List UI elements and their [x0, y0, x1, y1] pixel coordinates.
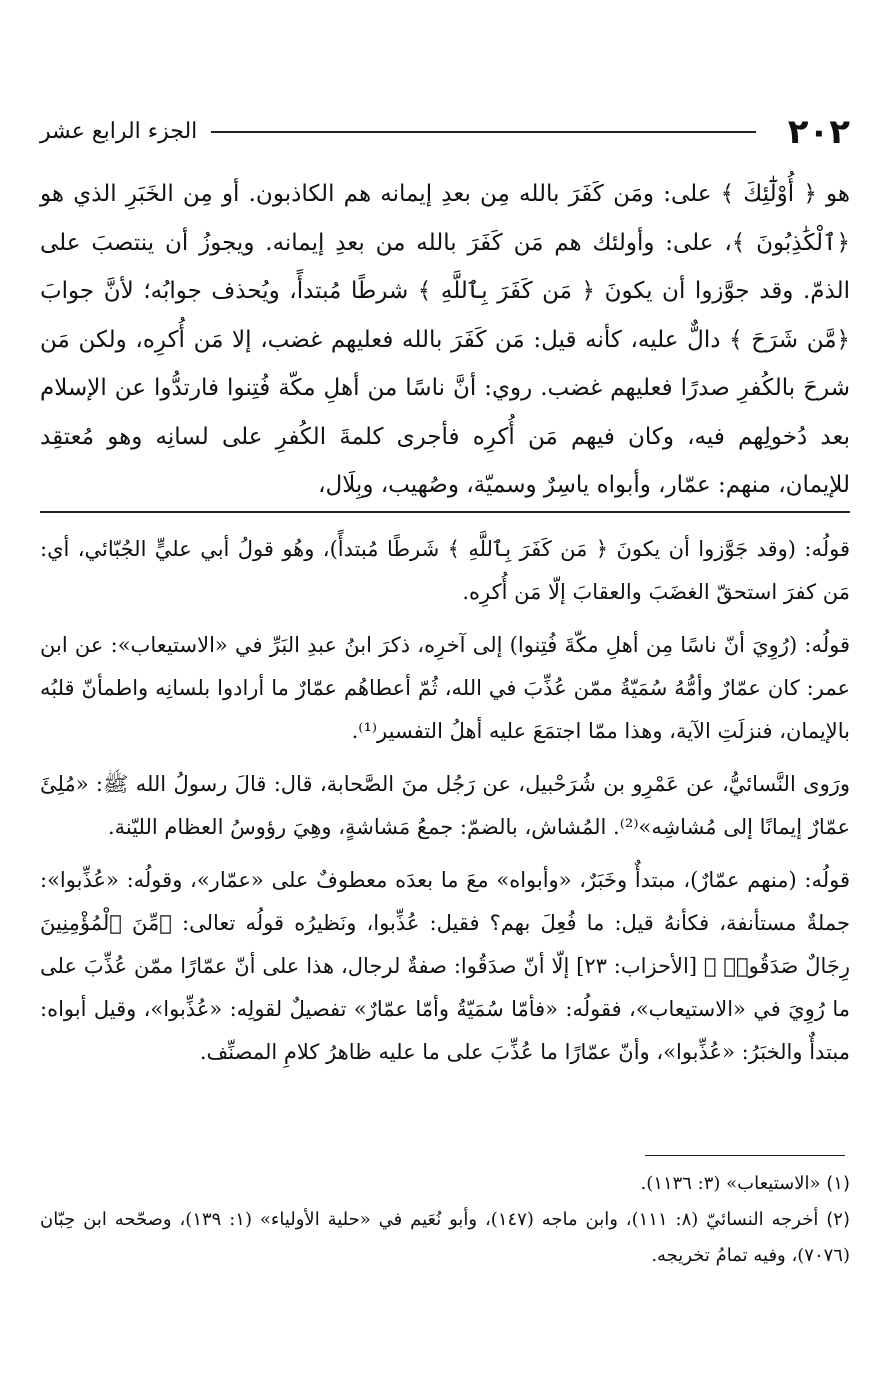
- header-rule: [211, 131, 755, 133]
- footnote-text: أخرجه النسائيّ (٨: ١١١)، وابن ماجه (١٤٧)، وأبو نُعَيم في «حلية الأولياء» (١: ١٣٩)، وصحّحه ابن حِبّان (٧٠٧٦)، وفيه تمامُ تخريجه.: [40, 1209, 850, 1266]
- main-text: [40, 170, 850, 510]
- commentary-paragraph: قولُه: (وقد جَوَّزوا أن يكونَ ﴿ مَن كَفَرَ بِٱللَّهِ ﴾ شَرطًا مُبتدأً)، وهُو قولُ أبي عليٍّ الجُبّائي، أي: مَن كفرَ استحقّ الغضَبَ والعقابَ إلّا مَن أُكرِه.: [40, 537, 850, 604]
- footnote: [40, 1202, 850, 1274]
- commentary-paragraph: قولُه: (منهم عمّارٌ)، مبتدأٌ وخَبَرٌ، «وأبواه» معَ ما بعدَه معطوفٌ على «عمّار»، وقولُه: «عُذِّبوا»: جملةٌ مستأنفة، فكأنهُ قيل: ما فُعِلَ بهم؟ فقيل: عُذِّبوا، ونَظيرُه قولُه تعالى: ﴿مِّنَ ٱلْمُؤْمِنِينَ رِجَالٌ صَدَقُوا۟ ﴾ [الأحزاب: ٢٣] إلّا أنّ صدَقُوا: صفةٌ لرجال، هذا على أنّ عمّارًا ممّن عُذِّبَ على ما رُوِيَ في «الاستيعاب»، فقولُه: «فأمّا سُمَيّةُ وأمّا عمّارٌ» تفصيلٌ لقولِه: «عُذِّبوا»، وقيل أبواه: مبتدأٌ والخبَرُ: «عُذِّبوا»، وأنّ عمّارًا ما عُذِّبَ على ما عليه ظاهرُ كلامِ المصنِّف.: [40, 868, 850, 1064]
- page-number: ٢٠٢: [787, 112, 850, 152]
- commentary-paragraph: ورَوى النَّسائيُّ، عن عَمْرِو بن شُرَحْبيل، عن رَجُل منَ الصَّحابة، قال: قالَ رسولُ الله ﷺ: «مُلِئَ عمّارٌ إيمانًا إلى مُشاشِه»⁽²⁾. المُشاش، بالضمّ: جمعُ مَشاشةٍ، وهِيَ رؤوسُ العظام الليّنة.: [40, 772, 850, 839]
- footnotes: [40, 1166, 850, 1274]
- text-commentary-separator: [40, 511, 850, 513]
- footnote-rule: [645, 1155, 845, 1156]
- footnote-number: (١): [826, 1173, 850, 1194]
- running-title: الجزء الرابع عشر: [40, 119, 198, 144]
- footnote-text: «الاستيعاب» (٣: ١١٣٦).: [640, 1173, 821, 1194]
- footnote-number: (٢): [826, 1209, 850, 1230]
- footnote: [40, 1166, 850, 1202]
- commentary-paragraph: قولُه: (رُوِيَ أنّ ناسًا مِن أهلِ مكّةَ فُتِنوا) إلى آخرِه، ذكرَ ابنُ عبدِ البَرِّ في «الاستيعاب»: عن ابن عمر: كان عمّارٌ وأمُّهُ سُمَيّةُ ممّن عُذِّبَ في الله، ثُمّ أعطاهُم عمّارٌ ما أرادوا بلسانِه واطمأنّ قلبُه بالإيمان، فنزلَتِ الآية، وهذا ممّا اجتمَعَ عليه أهلُ التفسير⁽¹⁾.: [40, 633, 850, 743]
- commentary: [40, 528, 850, 1084]
- page-header: [40, 110, 850, 154]
- main-paragraph: هو ﴿ أُوْلَٰٓئِكَ ﴾ على: ومَن كَفَرَ بالله مِن بعدِ إيمانه هم الكاذبون. أو مِن الخَبَرِ الذي هو ﴿ٱلْكَٰذِبُونَ ﴾، على: وأولئك هم مَن كَفَرَ بالله من بعدِ إيمانه. ويجوزُ أن ينتصبَ على الذمّ. وقد جوَّزوا أن يكونَ ﴿ مَن كَفَرَ بِٱللَّهِ ﴾ شرطًا مُبتدأً، ويُحذف جوابُه؛ لأنَّ جوابَ ﴿مَّن شَرَحَ ﴾ دالٌّ عليه، كأنه قيل: مَن كَفَرَ بالله فعليهم غضب، إلا مَن أُكرِه، ولكن مَن شرحَ بالكُفرِ صدرًا فعليهم غضب. روي: أنَّ ناسًا من أهلِ مكّة فُتِنوا فارتدُّوا عن الإسلام بعد دُخولِهم فيه، وكان فيهم مَن أُكرِه فأجرى كلمةَ الكُفرِ على لسانِه وهو مُعتقِد للإيمان، منهم: عمّار، وأبواه ياسِرٌ وسميّة، وصُهيب، وبِلَال،: [40, 181, 850, 498]
